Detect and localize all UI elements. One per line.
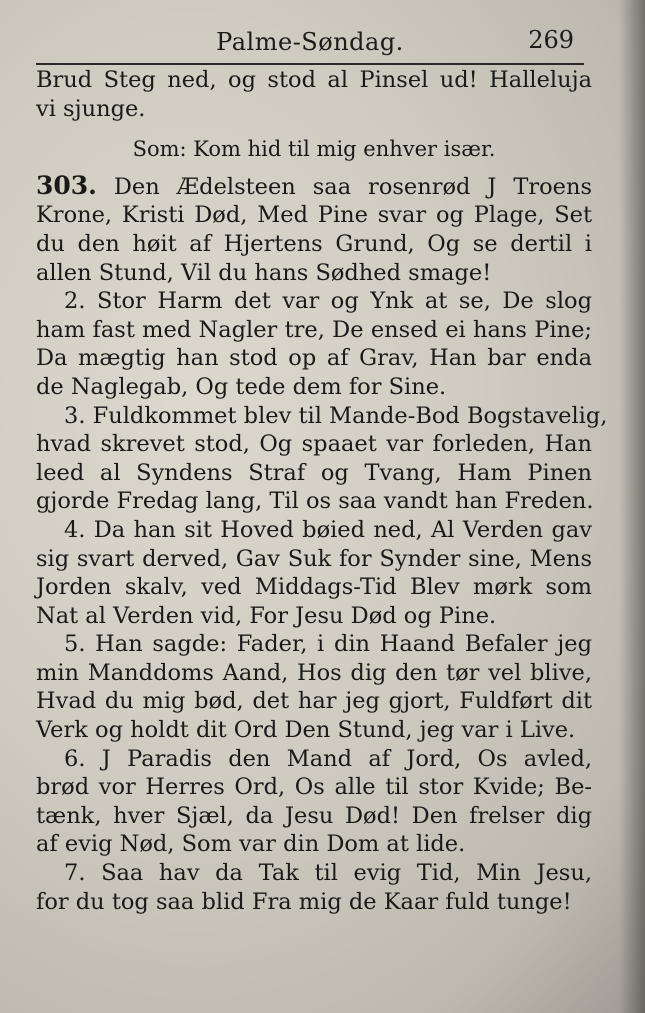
previous-hymn-ending bbox=[36, 66, 592, 123]
text-line: gjorde Fredag lang, Til os saa vandt han Freden. bbox=[36, 488, 594, 515]
text-line: Brud Steg ned, og stod al Pinsel ud! Halleluja bbox=[36, 67, 592, 93]
header-rule bbox=[36, 63, 584, 65]
verse-6 bbox=[36, 745, 592, 859]
verse-2 bbox=[36, 287, 592, 401]
page-number: 269 bbox=[528, 26, 574, 54]
verse-number: 2. bbox=[64, 288, 86, 315]
text-line: Han sagde: Fader, i din Haand Befaler jeg bbox=[95, 631, 592, 658]
melody-note: Som: Kom hid til mig enhver især. bbox=[132, 137, 496, 162]
verse-7 bbox=[36, 859, 592, 916]
text-line: Verk og holdt dit Ord Den Stund, jeg var i Live. bbox=[36, 717, 576, 744]
text-line: vi sjunge. bbox=[36, 95, 146, 122]
text-line: Saa hav da Tak til evig Tid, Min Jesu, bbox=[101, 860, 592, 887]
running-title: Palme-Søndag. bbox=[216, 28, 404, 56]
text-line: hvad skrevet stod, Og spaaet var forleden, Han bbox=[36, 431, 592, 458]
text-line: min Manddoms Aand, Hos dig den tør vel blive, bbox=[36, 659, 592, 686]
text-line: de Naglegab, Og tede dem for Sine. bbox=[36, 373, 447, 400]
verse-number: 6. bbox=[64, 745, 86, 772]
text-line: Den Ædelsteen saa rosenrød J Troens bbox=[113, 173, 592, 200]
text-line: Jorden skalv, ved Middags-Tid Blev mørk som bbox=[36, 574, 592, 601]
text-line: Stor Harm det var og Ynk at se, De slog bbox=[97, 288, 592, 315]
text-line: ham fast med Nagler tre, De ensed ei hans Pine; bbox=[36, 316, 592, 343]
verse-5 bbox=[36, 630, 592, 744]
verse-4 bbox=[36, 516, 592, 630]
hymn-text bbox=[36, 66, 608, 916]
verse-3 bbox=[36, 402, 608, 516]
text-line: du den høit af Hjertens Grund, Og se dertil i bbox=[36, 230, 592, 257]
text-line: J Paradis den Mand af Jord, Os avled, bbox=[101, 745, 592, 772]
text-line: Krone, Kristi Død, Med Pine svar og Plage, Set bbox=[36, 202, 592, 229]
text-line: Da mægtig han stod op af Grav, Han bar enda bbox=[36, 345, 592, 372]
text-line: Da han sit Hoved bøied ned, Al Verden gav bbox=[93, 516, 592, 543]
text-line: tænk, hver Sjæl, da Jesu Død! Den frelser dig bbox=[36, 802, 592, 829]
text-line: af evig Nød, Som var din Dom at lide. bbox=[36, 831, 466, 858]
text-line: brød vor Herres Ord, Os alle til stor Kvide; Be- bbox=[36, 774, 592, 801]
text-line: Nat al Verden vid, For Jesu Død og Pine. bbox=[36, 602, 497, 629]
text-line: for du tog saa blid Fra mig de Kaar fuld tunge! bbox=[36, 888, 572, 915]
verse-number: 3. bbox=[64, 402, 86, 429]
text-line: Fuldkommet blev til Mande-Bod Bogstavelig, bbox=[92, 402, 608, 429]
verse-number: 4. bbox=[64, 516, 86, 543]
page-header bbox=[36, 26, 584, 62]
text-line: allen Stund, Vil du hans Sødhed smage! bbox=[36, 259, 492, 286]
verse-number: 7. bbox=[64, 860, 86, 887]
hymn-number: 303. bbox=[36, 170, 97, 200]
text-line: Hvad du mig bød, det har jeg gjort, Fuldført dit bbox=[36, 688, 592, 715]
text-line: sig svart derved, Gav Suk for Synder sine, Mens bbox=[36, 545, 592, 572]
text-line: leed al Syndens Straf og Tvang, Ham Pinen bbox=[36, 459, 592, 486]
hymn-303 bbox=[36, 172, 592, 287]
verse-number: 5. bbox=[64, 631, 86, 658]
